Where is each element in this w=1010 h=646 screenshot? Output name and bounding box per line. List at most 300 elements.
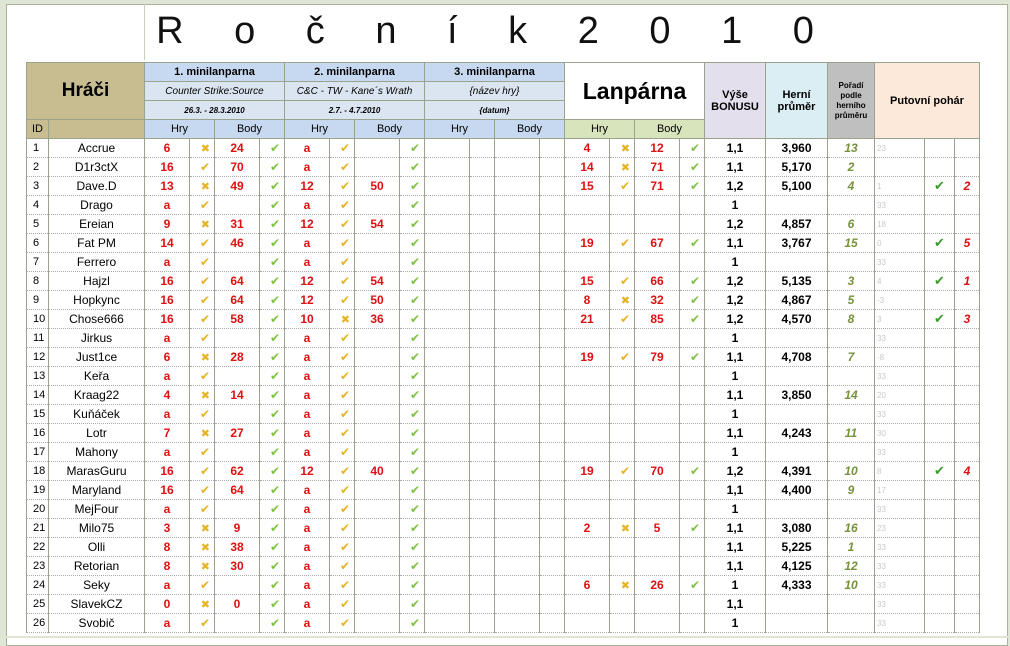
- cell-id[interactable]: 19: [27, 481, 49, 500]
- cell-pohar-rank[interactable]: [955, 500, 980, 519]
- cell-pohar-check[interactable]: [925, 576, 955, 595]
- cell-poradi[interactable]: [828, 329, 875, 348]
- cell-bonus[interactable]: 1,1: [705, 348, 766, 367]
- cell-m3-body[interactable]: [495, 519, 540, 538]
- check-icon[interactable]: ✔: [680, 158, 705, 177]
- cell-id[interactable]: 22: [27, 538, 49, 557]
- check-icon[interactable]: ✔: [330, 196, 355, 215]
- cell-bonus[interactable]: 1,1: [705, 424, 766, 443]
- cell-m3-hry-mark[interactable]: [470, 253, 495, 272]
- cell-poradi[interactable]: 1: [828, 538, 875, 557]
- cell-lan-body[interactable]: 79: [635, 348, 680, 367]
- cell-m2-body[interactable]: [355, 386, 400, 405]
- cell-m3-hry-mark[interactable]: [470, 595, 495, 614]
- cross-icon[interactable]: ✖: [610, 139, 635, 158]
- cell-player-name[interactable]: Drago: [49, 196, 145, 215]
- check-icon[interactable]: ✔: [680, 462, 705, 481]
- cell-m3-hry[interactable]: [425, 272, 470, 291]
- cell-lan-body[interactable]: [635, 405, 680, 424]
- cell-pohar-rank[interactable]: [955, 139, 980, 158]
- cell-pohar-rank[interactable]: [955, 215, 980, 234]
- cell-pohar-check[interactable]: ✔: [925, 310, 955, 329]
- cell-m3-hry[interactable]: [425, 481, 470, 500]
- cell-m2-body[interactable]: [355, 424, 400, 443]
- cell-m3-hry-mark[interactable]: [470, 310, 495, 329]
- cell-player-name[interactable]: Chose666: [49, 310, 145, 329]
- check-icon[interactable]: [610, 443, 635, 462]
- cell-pohar-rank[interactable]: [955, 348, 980, 367]
- cell-pohar-hidden[interactable]: 23: [875, 519, 925, 538]
- cell-pohar-rank[interactable]: 4: [955, 462, 980, 481]
- check-icon[interactable]: [680, 538, 705, 557]
- cell-pohar-rank[interactable]: [955, 614, 980, 633]
- check-icon[interactable]: [610, 329, 635, 348]
- cell-m2-body[interactable]: [355, 576, 400, 595]
- cell-m1-hry[interactable]: 8: [145, 538, 190, 557]
- cross-icon[interactable]: ✖: [190, 348, 215, 367]
- cell-pohar-check[interactable]: [925, 405, 955, 424]
- check-icon[interactable]: ✔: [260, 519, 285, 538]
- cell-m3-hry[interactable]: [425, 443, 470, 462]
- cell-m2-hry[interactable]: a: [285, 500, 330, 519]
- check-icon[interactable]: ✔: [400, 177, 425, 196]
- cell-player-name[interactable]: Hajzl: [49, 272, 145, 291]
- cell-m1-body[interactable]: 70: [215, 158, 260, 177]
- cell-player-name[interactable]: Hopkync: [49, 291, 145, 310]
- cell-player-name[interactable]: D1r3ctX: [49, 158, 145, 177]
- check-icon[interactable]: [610, 405, 635, 424]
- cell-m1-hry[interactable]: 7: [145, 424, 190, 443]
- cross-icon[interactable]: ✖: [190, 519, 215, 538]
- check-icon[interactable]: ✔: [190, 576, 215, 595]
- cell-poradi[interactable]: [828, 253, 875, 272]
- check-icon[interactable]: ✔: [610, 310, 635, 329]
- cell-prumer[interactable]: 5,135: [766, 272, 828, 291]
- check-icon[interactable]: ✔: [260, 310, 285, 329]
- cell-m3-hry[interactable]: [425, 519, 470, 538]
- cell-m3-hry-mark[interactable]: [470, 291, 495, 310]
- check-icon[interactable]: ✔: [400, 500, 425, 519]
- cell-m1-hry[interactable]: 6: [145, 348, 190, 367]
- cell-m2-hry[interactable]: a: [285, 481, 330, 500]
- cell-m2-hry[interactable]: a: [285, 519, 330, 538]
- check-icon[interactable]: [610, 253, 635, 272]
- cell-m2-hry[interactable]: a: [285, 253, 330, 272]
- cell-m1-hry[interactable]: 16: [145, 481, 190, 500]
- cell-lan-hry[interactable]: [565, 595, 610, 614]
- cell-m2-hry[interactable]: 10: [285, 310, 330, 329]
- cell-pohar-hidden[interactable]: 33: [875, 196, 925, 215]
- cell-m3-hry-mark[interactable]: [470, 386, 495, 405]
- cell-bonus[interactable]: 1,2: [705, 291, 766, 310]
- cell-bonus[interactable]: 1,2: [705, 272, 766, 291]
- cell-m3-body-mark[interactable]: [540, 196, 565, 215]
- cell-id[interactable]: 25: [27, 595, 49, 614]
- check-icon[interactable]: ✔: [330, 348, 355, 367]
- check-icon[interactable]: ✔: [260, 614, 285, 633]
- cell-m1-body[interactable]: [215, 405, 260, 424]
- cell-m1-hry[interactable]: 16: [145, 272, 190, 291]
- cell-pohar-rank[interactable]: [955, 329, 980, 348]
- cell-pohar-hidden[interactable]: -8: [875, 348, 925, 367]
- cell-m3-body-mark[interactable]: [540, 405, 565, 424]
- cell-player-name[interactable]: Kraag22: [49, 386, 145, 405]
- cell-pohar-rank[interactable]: [955, 253, 980, 272]
- cell-m3-hry-mark[interactable]: [470, 519, 495, 538]
- cell-pohar-rank[interactable]: [955, 538, 980, 557]
- cell-m3-body[interactable]: [495, 348, 540, 367]
- cell-lan-body[interactable]: [635, 329, 680, 348]
- cell-prumer[interactable]: 4,243: [766, 424, 828, 443]
- cell-m3-hry[interactable]: [425, 538, 470, 557]
- check-icon[interactable]: ✔: [330, 329, 355, 348]
- cell-m3-body[interactable]: [495, 310, 540, 329]
- cell-pohar-hidden[interactable]: 33: [875, 614, 925, 633]
- cell-poradi[interactable]: 2: [828, 158, 875, 177]
- check-icon[interactable]: ✔: [260, 329, 285, 348]
- cell-prumer[interactable]: 4,400: [766, 481, 828, 500]
- check-icon[interactable]: ✔: [400, 576, 425, 595]
- cell-pohar-hidden[interactable]: 33: [875, 557, 925, 576]
- cell-bonus[interactable]: 1: [705, 576, 766, 595]
- cell-m2-hry[interactable]: a: [285, 595, 330, 614]
- cell-pohar-check[interactable]: [925, 253, 955, 272]
- cell-pohar-check[interactable]: ✔: [925, 462, 955, 481]
- cell-m3-hry[interactable]: [425, 177, 470, 196]
- cell-m2-body[interactable]: [355, 614, 400, 633]
- check-icon[interactable]: [610, 481, 635, 500]
- cell-pohar-rank[interactable]: [955, 443, 980, 462]
- cell-player-name[interactable]: Dave.D: [49, 177, 145, 196]
- cell-m1-hry[interactable]: 8: [145, 557, 190, 576]
- cell-m2-body[interactable]: [355, 348, 400, 367]
- cell-pohar-check[interactable]: [925, 367, 955, 386]
- cell-id[interactable]: 20: [27, 500, 49, 519]
- check-icon[interactable]: ✔: [400, 253, 425, 272]
- cell-m2-body[interactable]: 40: [355, 462, 400, 481]
- cell-m3-hry[interactable]: [425, 614, 470, 633]
- check-icon[interactable]: [680, 196, 705, 215]
- check-icon[interactable]: [680, 500, 705, 519]
- cell-pohar-check[interactable]: [925, 519, 955, 538]
- cell-bonus[interactable]: 1,1: [705, 158, 766, 177]
- cell-m2-hry[interactable]: a: [285, 405, 330, 424]
- cell-m3-hry-mark[interactable]: [470, 215, 495, 234]
- cell-pohar-rank[interactable]: [955, 519, 980, 538]
- cell-lan-hry[interactable]: 4: [565, 139, 610, 158]
- cell-id[interactable]: 14: [27, 386, 49, 405]
- cell-poradi[interactable]: 10: [828, 576, 875, 595]
- cell-id[interactable]: 10: [27, 310, 49, 329]
- check-icon[interactable]: ✔: [260, 538, 285, 557]
- cell-lan-hry[interactable]: 15: [565, 177, 610, 196]
- cell-pohar-hidden[interactable]: 33: [875, 576, 925, 595]
- cell-lan-hry[interactable]: [565, 443, 610, 462]
- cell-pohar-check[interactable]: ✔: [925, 272, 955, 291]
- cell-id[interactable]: 1: [27, 139, 49, 158]
- cell-m3-hry[interactable]: [425, 139, 470, 158]
- check-icon[interactable]: ✔: [260, 576, 285, 595]
- cell-player-name[interactable]: SlavekCZ: [49, 595, 145, 614]
- cell-lan-hry[interactable]: 19: [565, 234, 610, 253]
- check-icon[interactable]: ✔: [400, 348, 425, 367]
- cell-prumer[interactable]: 3,850: [766, 386, 828, 405]
- cell-m3-body-mark[interactable]: [540, 595, 565, 614]
- check-icon[interactable]: ✔: [190, 272, 215, 291]
- cell-pohar-check[interactable]: ✔: [925, 177, 955, 196]
- check-icon[interactable]: ✔: [400, 462, 425, 481]
- cell-lan-body[interactable]: [635, 424, 680, 443]
- cell-m1-hry[interactable]: 14: [145, 234, 190, 253]
- cell-m2-body[interactable]: [355, 443, 400, 462]
- cell-prumer[interactable]: 4,867: [766, 291, 828, 310]
- cell-id[interactable]: 18: [27, 462, 49, 481]
- cell-m2-body[interactable]: [355, 557, 400, 576]
- check-icon[interactable]: ✔: [680, 291, 705, 310]
- cell-m2-hry[interactable]: a: [285, 367, 330, 386]
- cell-pohar-hidden[interactable]: 3: [875, 310, 925, 329]
- cell-m2-hry[interactable]: 12: [285, 177, 330, 196]
- cell-m1-hry[interactable]: a: [145, 614, 190, 633]
- check-icon[interactable]: ✔: [190, 481, 215, 500]
- cell-player-name[interactable]: Lotr: [49, 424, 145, 443]
- cell-m1-hry[interactable]: 3: [145, 519, 190, 538]
- cell-lan-hry[interactable]: 8: [565, 291, 610, 310]
- cell-pohar-rank[interactable]: [955, 595, 980, 614]
- cell-id[interactable]: 6: [27, 234, 49, 253]
- cell-pohar-hidden[interactable]: 0: [875, 234, 925, 253]
- cell-m1-hry[interactable]: 13: [145, 177, 190, 196]
- cell-prumer[interactable]: 4,708: [766, 348, 828, 367]
- cell-bonus[interactable]: 1,1: [705, 481, 766, 500]
- cell-lan-hry[interactable]: [565, 253, 610, 272]
- check-icon[interactable]: [610, 614, 635, 633]
- check-icon[interactable]: ✔: [330, 139, 355, 158]
- check-icon[interactable]: ✔: [260, 557, 285, 576]
- cell-id[interactable]: 7: [27, 253, 49, 272]
- check-icon[interactable]: ✔: [330, 234, 355, 253]
- cell-lan-hry[interactable]: 6: [565, 576, 610, 595]
- cell-poradi[interactable]: 3: [828, 272, 875, 291]
- cell-m1-hry[interactable]: 9: [145, 215, 190, 234]
- cell-lan-hry[interactable]: [565, 196, 610, 215]
- check-icon[interactable]: ✔: [330, 177, 355, 196]
- cell-id[interactable]: 8: [27, 272, 49, 291]
- check-icon[interactable]: ✔: [260, 272, 285, 291]
- cell-pohar-check[interactable]: [925, 595, 955, 614]
- check-icon[interactable]: ✔: [400, 215, 425, 234]
- cell-m3-hry-mark[interactable]: [470, 196, 495, 215]
- cell-pohar-hidden[interactable]: 33: [875, 500, 925, 519]
- cell-id[interactable]: 15: [27, 405, 49, 424]
- cell-player-name[interactable]: Jirkus: [49, 329, 145, 348]
- cross-icon[interactable]: ✖: [330, 310, 355, 329]
- cell-m2-body[interactable]: [355, 500, 400, 519]
- check-icon[interactable]: ✔: [400, 557, 425, 576]
- check-icon[interactable]: [610, 386, 635, 405]
- cell-lan-body[interactable]: 66: [635, 272, 680, 291]
- cell-m1-body[interactable]: 31: [215, 215, 260, 234]
- cell-pohar-check[interactable]: [925, 329, 955, 348]
- cell-lan-body[interactable]: [635, 386, 680, 405]
- cell-m3-body[interactable]: [495, 538, 540, 557]
- cell-player-name[interactable]: Ereian: [49, 215, 145, 234]
- cell-player-name[interactable]: Milo75: [49, 519, 145, 538]
- cell-m1-hry[interactable]: a: [145, 253, 190, 272]
- cell-m1-body[interactable]: 46: [215, 234, 260, 253]
- cell-m3-hry[interactable]: [425, 462, 470, 481]
- cell-m1-body[interactable]: [215, 443, 260, 462]
- cell-lan-hry[interactable]: [565, 557, 610, 576]
- cell-id[interactable]: 12: [27, 348, 49, 367]
- cell-pohar-check[interactable]: [925, 196, 955, 215]
- cell-m3-hry-mark[interactable]: [470, 443, 495, 462]
- cell-prumer[interactable]: [766, 196, 828, 215]
- cell-m1-body[interactable]: 0: [215, 595, 260, 614]
- cell-m3-hry[interactable]: [425, 500, 470, 519]
- cell-m1-hry[interactable]: a: [145, 405, 190, 424]
- cross-icon[interactable]: ✖: [610, 519, 635, 538]
- cell-id[interactable]: 23: [27, 557, 49, 576]
- cell-m3-body-mark[interactable]: [540, 253, 565, 272]
- cell-lan-hry[interactable]: [565, 405, 610, 424]
- cell-bonus[interactable]: 1,1: [705, 234, 766, 253]
- cell-pohar-check[interactable]: [925, 557, 955, 576]
- cell-lan-hry[interactable]: [565, 367, 610, 386]
- cell-lan-hry[interactable]: [565, 538, 610, 557]
- cell-m3-body-mark[interactable]: [540, 291, 565, 310]
- check-icon[interactable]: ✔: [400, 158, 425, 177]
- cell-bonus[interactable]: 1,2: [705, 177, 766, 196]
- check-icon[interactable]: ✔: [680, 348, 705, 367]
- cell-m3-hry-mark[interactable]: [470, 405, 495, 424]
- check-icon[interactable]: ✔: [400, 310, 425, 329]
- check-icon[interactable]: ✔: [330, 500, 355, 519]
- cell-pohar-check[interactable]: [925, 158, 955, 177]
- cell-pohar-rank[interactable]: [955, 158, 980, 177]
- cell-m3-body-mark[interactable]: [540, 158, 565, 177]
- check-icon[interactable]: [610, 538, 635, 557]
- cell-pohar-check[interactable]: [925, 348, 955, 367]
- cross-icon[interactable]: ✖: [190, 557, 215, 576]
- cell-m1-body[interactable]: 27: [215, 424, 260, 443]
- cell-player-name[interactable]: MejFour: [49, 500, 145, 519]
- check-icon[interactable]: ✔: [260, 424, 285, 443]
- cell-pohar-check[interactable]: [925, 538, 955, 557]
- cell-lan-body[interactable]: [635, 614, 680, 633]
- cell-m1-body[interactable]: 64: [215, 481, 260, 500]
- cell-m3-body-mark[interactable]: [540, 424, 565, 443]
- cell-m3-hry-mark[interactable]: [470, 500, 495, 519]
- check-icon[interactable]: [680, 253, 705, 272]
- cell-m3-body-mark[interactable]: [540, 576, 565, 595]
- cell-pohar-rank[interactable]: [955, 386, 980, 405]
- check-icon[interactable]: ✔: [680, 234, 705, 253]
- cell-pohar-hidden[interactable]: 18: [875, 215, 925, 234]
- cell-bonus[interactable]: 1,1: [705, 139, 766, 158]
- cell-pohar-hidden[interactable]: 17: [875, 481, 925, 500]
- cell-bonus[interactable]: 1,1: [705, 519, 766, 538]
- cell-poradi[interactable]: 5: [828, 291, 875, 310]
- check-icon[interactable]: ✔: [400, 405, 425, 424]
- cell-poradi[interactable]: 6: [828, 215, 875, 234]
- cell-id[interactable]: 21: [27, 519, 49, 538]
- cell-m3-hry-mark[interactable]: [470, 462, 495, 481]
- cell-player-name[interactable]: Ferrero: [49, 253, 145, 272]
- check-icon[interactable]: ✔: [400, 234, 425, 253]
- cross-icon[interactable]: ✖: [190, 215, 215, 234]
- cell-m1-hry[interactable]: 16: [145, 158, 190, 177]
- cell-m3-hry[interactable]: [425, 158, 470, 177]
- check-icon[interactable]: ✔: [260, 595, 285, 614]
- check-icon[interactable]: ✔: [330, 367, 355, 386]
- cell-lan-hry[interactable]: [565, 329, 610, 348]
- cell-m2-body[interactable]: 54: [355, 272, 400, 291]
- cell-bonus[interactable]: 1,2: [705, 310, 766, 329]
- cell-m3-body-mark[interactable]: [540, 500, 565, 519]
- cell-m3-hry[interactable]: [425, 348, 470, 367]
- cell-m2-hry[interactable]: a: [285, 158, 330, 177]
- check-icon[interactable]: ✔: [330, 386, 355, 405]
- cell-player-name[interactable]: MarasGuru: [49, 462, 145, 481]
- cell-prumer[interactable]: [766, 253, 828, 272]
- check-icon[interactable]: ✔: [330, 272, 355, 291]
- cell-bonus[interactable]: 1: [705, 500, 766, 519]
- cell-bonus[interactable]: 1,1: [705, 386, 766, 405]
- cell-lan-hry[interactable]: [565, 215, 610, 234]
- check-icon[interactable]: ✔: [190, 253, 215, 272]
- cell-m2-body[interactable]: [355, 538, 400, 557]
- cell-m1-body[interactable]: 9: [215, 519, 260, 538]
- cell-m3-body-mark[interactable]: [540, 177, 565, 196]
- cell-lan-body[interactable]: 5: [635, 519, 680, 538]
- cell-pohar-hidden[interactable]: 33: [875, 443, 925, 462]
- cell-m3-body[interactable]: [495, 481, 540, 500]
- cell-prumer[interactable]: [766, 367, 828, 386]
- cell-m3-hry-mark[interactable]: [470, 576, 495, 595]
- cell-m3-hry-mark[interactable]: [470, 424, 495, 443]
- cell-poradi[interactable]: 13: [828, 139, 875, 158]
- cell-m3-body-mark[interactable]: [540, 348, 565, 367]
- cell-lan-body[interactable]: [635, 500, 680, 519]
- check-icon[interactable]: [680, 443, 705, 462]
- cell-m1-hry[interactable]: a: [145, 329, 190, 348]
- check-icon[interactable]: ✔: [330, 443, 355, 462]
- cell-m2-hry[interactable]: a: [285, 234, 330, 253]
- cell-m2-body[interactable]: [355, 519, 400, 538]
- cell-id[interactable]: 26: [27, 614, 49, 633]
- cell-bonus[interactable]: 1: [705, 329, 766, 348]
- check-icon[interactable]: ✔: [400, 367, 425, 386]
- cell-m3-body[interactable]: [495, 234, 540, 253]
- check-icon[interactable]: ✔: [260, 215, 285, 234]
- cell-pohar-rank[interactable]: [955, 424, 980, 443]
- cell-pohar-rank[interactable]: [955, 367, 980, 386]
- cell-bonus[interactable]: 1,2: [705, 462, 766, 481]
- cell-m3-hry[interactable]: [425, 310, 470, 329]
- cell-m3-hry-mark[interactable]: [470, 481, 495, 500]
- check-icon[interactable]: ✔: [610, 272, 635, 291]
- cell-lan-body[interactable]: 71: [635, 158, 680, 177]
- check-icon[interactable]: [610, 196, 635, 215]
- cell-id[interactable]: 16: [27, 424, 49, 443]
- cell-m2-hry[interactable]: 12: [285, 462, 330, 481]
- check-icon[interactable]: ✔: [260, 291, 285, 310]
- cell-bonus[interactable]: 1: [705, 614, 766, 633]
- cell-pohar-hidden[interactable]: 4: [875, 272, 925, 291]
- cell-poradi[interactable]: 7: [828, 348, 875, 367]
- cell-lan-hry[interactable]: 19: [565, 348, 610, 367]
